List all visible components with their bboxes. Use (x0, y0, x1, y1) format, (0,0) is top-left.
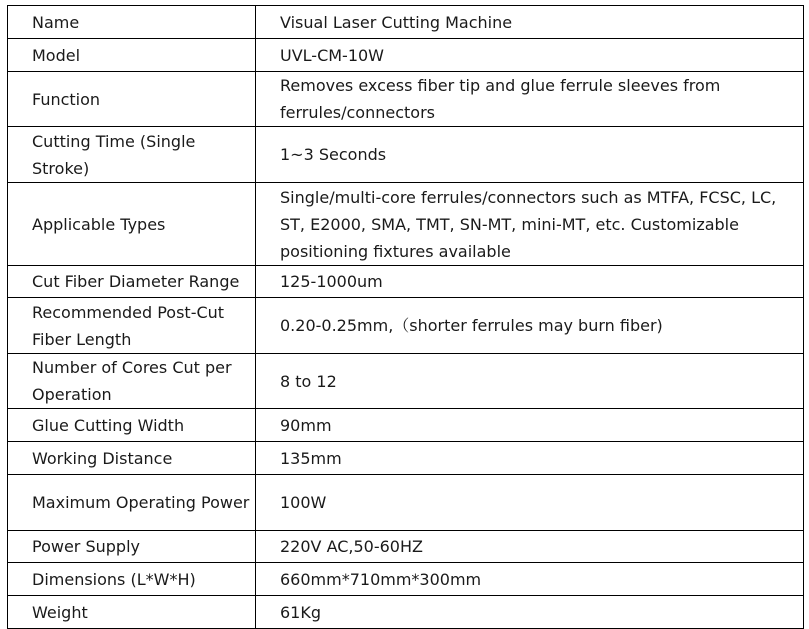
spec-row-function (8, 72, 804, 127)
spec-row-model (8, 39, 804, 72)
row-label: Cutting Time (Single Stroke) (8, 127, 256, 183)
spec-row-post-cut-length (8, 298, 804, 354)
row-value: 100W (256, 475, 804, 531)
spec-row-working-distance (8, 442, 804, 475)
spec-row-max-power (8, 475, 804, 531)
row-label: Glue Cutting Width (8, 409, 256, 442)
spec-row-applicable-types (8, 183, 804, 266)
row-value: 8 to 12 (256, 354, 804, 409)
row-label: Dimensions (L*W*H) (8, 563, 256, 596)
row-value: 660mm*710mm*300mm (256, 563, 804, 596)
row-value: 61Kg (256, 596, 804, 629)
row-value: 125-1000um (256, 266, 804, 298)
row-label: Applicable Types (8, 183, 256, 266)
spec-row-name (8, 6, 804, 39)
spec-row-cutting-time (8, 127, 804, 183)
row-value: 0.20-0.25mm,（shorter ferrules may burn fiber) (256, 298, 804, 354)
spec-row-cores-per-operation (8, 354, 804, 409)
row-label: Name (8, 6, 256, 39)
row-value: 90mm (256, 409, 804, 442)
row-label: Function (8, 72, 256, 127)
spec-row-fiber-diameter (8, 266, 804, 298)
row-label: Working Distance (8, 442, 256, 475)
row-value: Visual Laser Cutting Machine (256, 6, 804, 39)
row-label: Cut Fiber Diameter Range (8, 266, 256, 298)
row-value: 1~3 Seconds (256, 127, 804, 183)
spec-row-power-supply (8, 531, 804, 563)
row-label: Model (8, 39, 256, 72)
spec-row-weight (8, 596, 804, 629)
row-label: Weight (8, 596, 256, 629)
row-value: 135mm (256, 442, 804, 475)
spec-row-glue-width (8, 409, 804, 442)
spec-row-dimensions (8, 563, 804, 596)
row-value: 220V AC,50-60HZ (256, 531, 804, 563)
row-value: Single/multi-core ferrules/connectors such as MTFA, FCSC, LC, ST, E2000, SMA, TMT, SN-MT, mini-MT, etc. Customizable positioning fixtures available (256, 183, 804, 266)
spec-table (7, 5, 804, 629)
row-label: Power Supply (8, 531, 256, 563)
row-label: Recommended Post-Cut Fiber Length (8, 298, 256, 354)
row-label: Maximum Operating Power (8, 475, 256, 531)
row-label: Number of Cores Cut per Operation (8, 354, 256, 409)
row-value: UVL-CM-10W (256, 39, 804, 72)
row-value: Removes excess fiber tip and glue ferrule sleeves from ferrules/connectors (256, 72, 804, 127)
